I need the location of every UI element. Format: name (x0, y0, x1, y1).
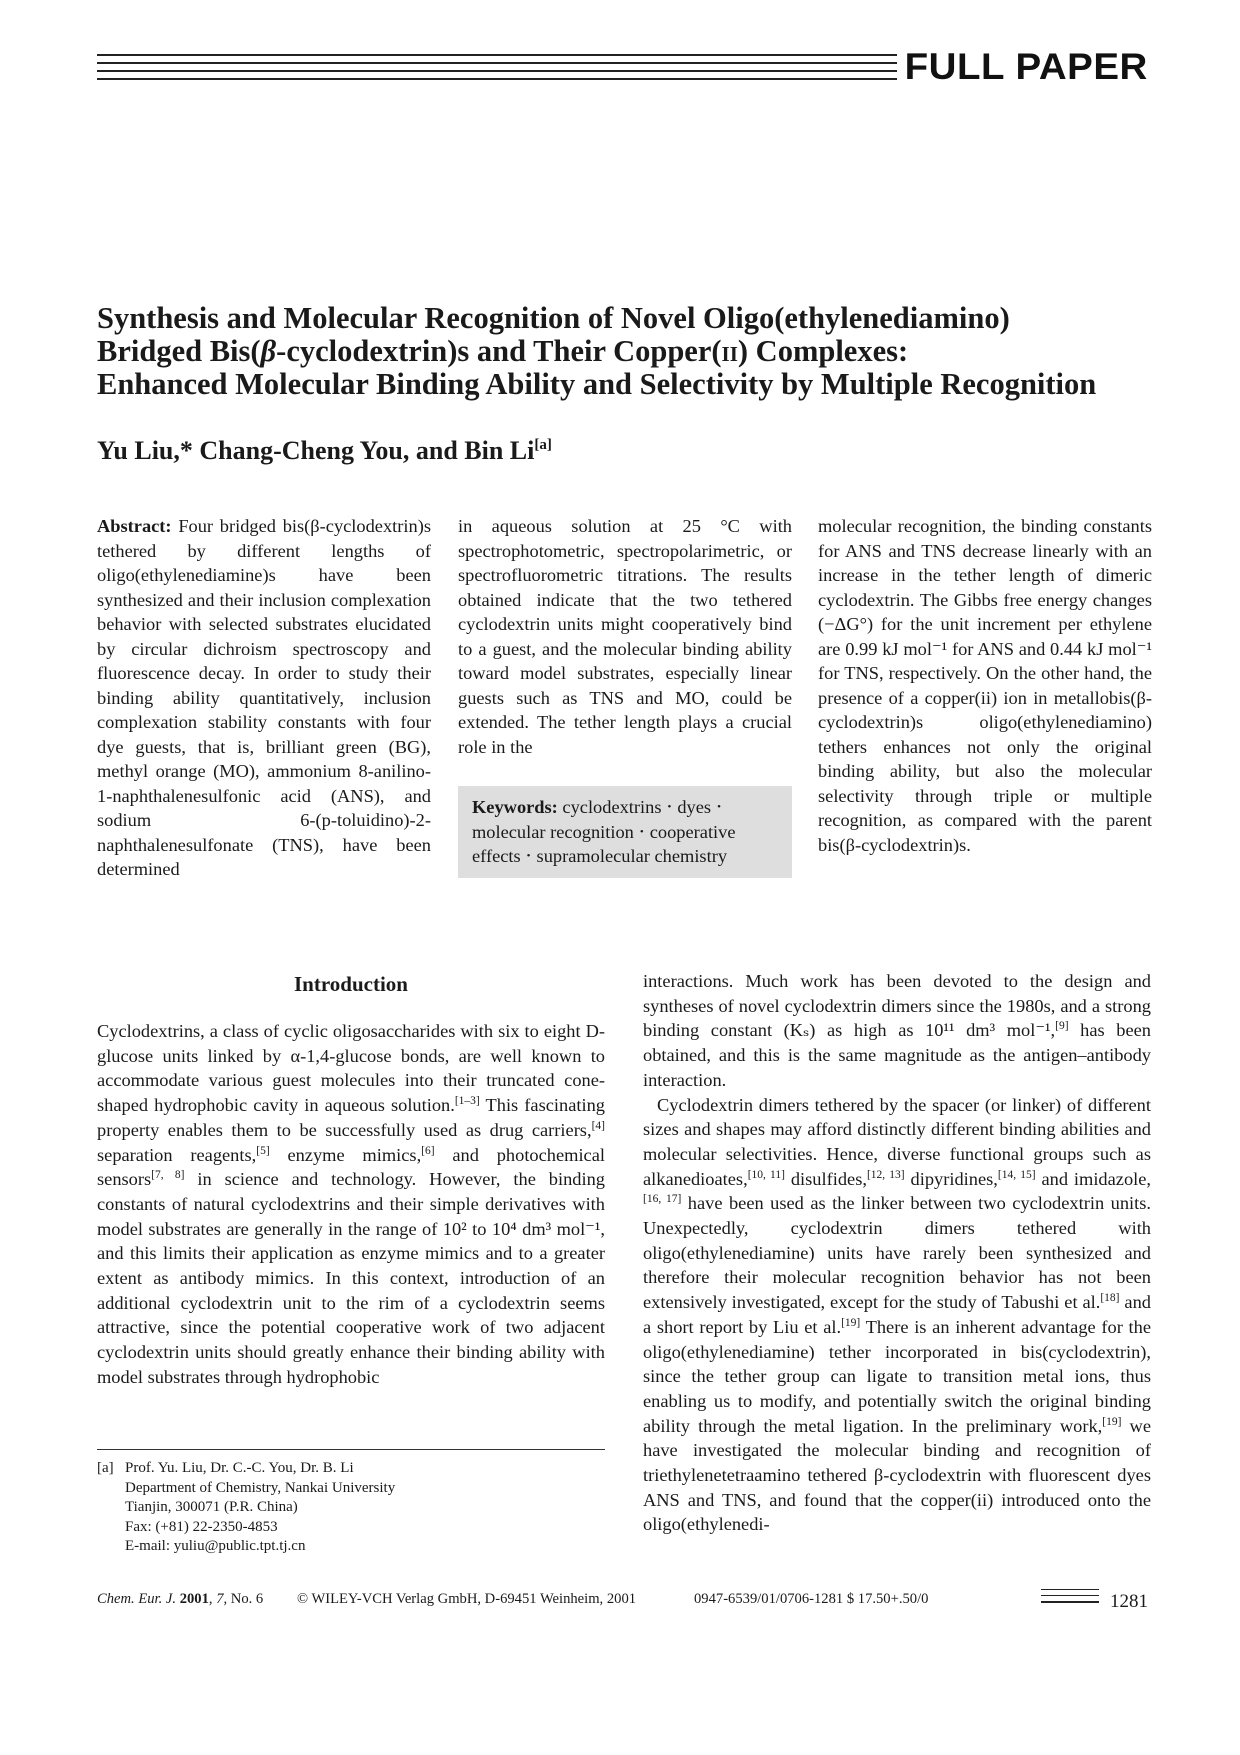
footnote-line: Fax: (+81) 22-2350-4853 (125, 1518, 278, 1535)
footnote-line: Prof. Yu. Liu, Dr. C.-C. You, Dr. B. Li (125, 1460, 354, 1476)
keyword-separator: • (717, 801, 721, 813)
title-line-1: Synthesis and Molecular Recognition of Novel Oligo(ethylenediamino) (97, 301, 1010, 335)
footnote-line: Department of Chemistry, Nankai University (125, 1479, 396, 1496)
affiliation-mark: [a] (534, 437, 552, 453)
author-names: Yu Liu,* Chang-Cheng You, and Bin Li (97, 436, 535, 465)
footnote-divider (97, 1449, 605, 1450)
page-number-rules (1041, 1589, 1099, 1608)
intro-paragraph-1: Cyclodextrins, a class of cyclic oligosaccharides with six to eight D-glucose units linked by α-1,4-glucose bonds, are well known to accommodate various guest molecules into their truncated cone-shaped hydrophobic cavity in aqueous solution.[1–3] This fascinating property enables them to be successfully used as drug carriers,[4] separation reagents,[5] enzyme mimics,[6] and photochemical sensors[7, 8] in science and technology. However, the binding constants of natural cyclodextrins and their simple derivatives with model substrates are generally in the range of 10² to 10⁴ dm³ mol⁻¹, and this limits their application as enzyme mimics and to a greater extent as antibody mimics. In this context, introduction of an additional cyclodextrin unit to the rim of a cyclodextrin seems attractive, since the potential cooperative work of two adjacent cyclodextrin units should greatly enhance their binding ability with model substrates through hydrophobic (97, 1021, 605, 1387)
keyword-item: cyclodextrins (562, 797, 662, 817)
issn-code: 0947-6539/01/0706-1281 $ 17.50+.50/0 (694, 1591, 929, 1607)
keyword-item: cooperative effects (472, 821, 736, 866)
keyword-separator: • (639, 825, 644, 838)
abstract-text-1: Four bridged bis(β-cyclodextrin)s tethered by different lengths of oligo(ethylenediamine)s have been synthesized and their inclusion complexation behavior with selected substrates elucidated by circular dichroism spectroscopy and fluorescence decay. In order to study their binding ability quantitatively, inclusion complexation stability constants with four dye guests, that is, brilliant green (BG), methyl orange (MO), ammonium 8-anilino-1-naphthalenesulfonic acid (ANS), and sodium 6-(p-toluidino)-2-naphthalenesulfonate (TNS), have been determined (97, 516, 431, 879)
keywords-label: Keywords: (472, 797, 558, 817)
abstract-column-3 (818, 514, 1152, 857)
abstract-column-1 (97, 514, 431, 882)
author-list (97, 436, 552, 466)
keyword-separator: • (667, 801, 672, 813)
title-line-3: Enhanced Molecular Binding Ability and Selectivity by Multiple Recognition (97, 367, 1097, 401)
body-column-right (643, 969, 1151, 1537)
abstract-label: Abstract: (97, 516, 172, 536)
header-rules (97, 54, 897, 86)
page-number: 1281 (1110, 1591, 1148, 1612)
footnote-email[interactable]: E-mail: yuliu@public.tpt.tj.cn (125, 1538, 306, 1555)
footnote-tag: [a] (97, 1460, 114, 1476)
footnote-line: Tianjin, 300071 (P.R. China) (125, 1499, 298, 1516)
abstract-text-2: in aqueous solution at 25 °C with spectrophotometric, spectropolarimetric, or spectrofluorometric titrations. The results obtained indicate that the two tethered cyclodextrin units might cooperatively bind to a guest, and the molecular binding ability toward model substrates, especially linear guests such as TNS and MO, could be extended. The tether length plays a crucial role in the (458, 516, 792, 757)
keyword-item: molecular recognition (472, 821, 634, 842)
section-label: FULL PAPER (904, 46, 1148, 87)
abstract-text-3: molecular recognition, the binding constants for ANS and TNS decrease linearly with an increase in the tether length of dimeric cyclodextrin. The Gibbs free energy changes (−ΔG°) for the unit increment per ethylene are 0.99 kJ mol⁻¹ for ANS and 0.44 kJ mol⁻¹ for TNS, respectively. On the other hand, the presence of a copper(ii) ion in metallobis(β-cyclodextrin)s oligo(ethylenediamino) tethers enhances not only the original binding ability, but also the molecular selectivity through triple or multiple recognition, as compared with the parent bis(β-cyclodextrin)s. (818, 516, 1152, 855)
journal-citation: Chem. Eur. J. 2001, 7, No. 6 (97, 1591, 264, 1607)
affiliation-footnote (97, 1459, 605, 1557)
keyword-item: supramolecular chemistry (536, 846, 728, 866)
keyword-item: dyes (677, 797, 712, 817)
intro-paragraph-2: Cyclodextrin dimers tethered by the spacer (or linker) of different sizes and shapes may afford distinctly different binding abilities and molecular selectivities. Hence, diverse functional groups such as alkanedioates,[10, 11] disulfides,[12, 13] dipyridines,[14, 15] and imidazole,[16, 17] have been used as the linker between two cyclodextrin units. Unexpectedly, cyclodextrin dimers tethered with oligo(ethylenediamine) units have rarely been synthesized and therefore their molecular recognition behavior has not been extensively investigated, except for the study of Tabushi et al.[18] and a short report by Liu et al.[19] There is an inherent advantage for the oligo(ethylenediamine) tether incorporated in bis(cyclodextrin), since the tether group can ligate to transition metal ions, thus enabling us to modify, and potentially switch the original binding ability through the metal ligation. In the preliminary work,[19] we have investigated the molecular binding and recognition of triethylenetetraamino tethered β-cyclodextrin with fluorescent dyes ANS and TNS, and found that the copper(ii) introduced onto the oligo(ethylenedi- (643, 1094, 1152, 1535)
keyword-separator: • (526, 850, 531, 862)
title-line-2: Bridged Bis(β-cyclodextrin)s and Their Copper(ii) Complexes: (97, 334, 909, 368)
article-title (97, 302, 1157, 401)
page-footer (97, 1591, 1148, 1613)
abstract-column-2 (458, 514, 792, 759)
body-column-left (97, 1019, 605, 1390)
keywords-box (458, 786, 792, 878)
copyright-notice: © WILEY-VCH Verlag GmbH, D-69451 Weinheim, 2001 (297, 1591, 637, 1607)
intro-paragraph-1-cont: interactions. Much work has been devoted to the design and syntheses of novel cyclodextrin dimers since the 1980s, and a strong binding constant (Kₛ) as high as 10¹¹ dm³ mol⁻¹,[9] has been obtained, and this is the same magnitude as the antigen–antibody interaction. (643, 971, 1151, 1090)
introduction-heading: Introduction (294, 972, 408, 996)
